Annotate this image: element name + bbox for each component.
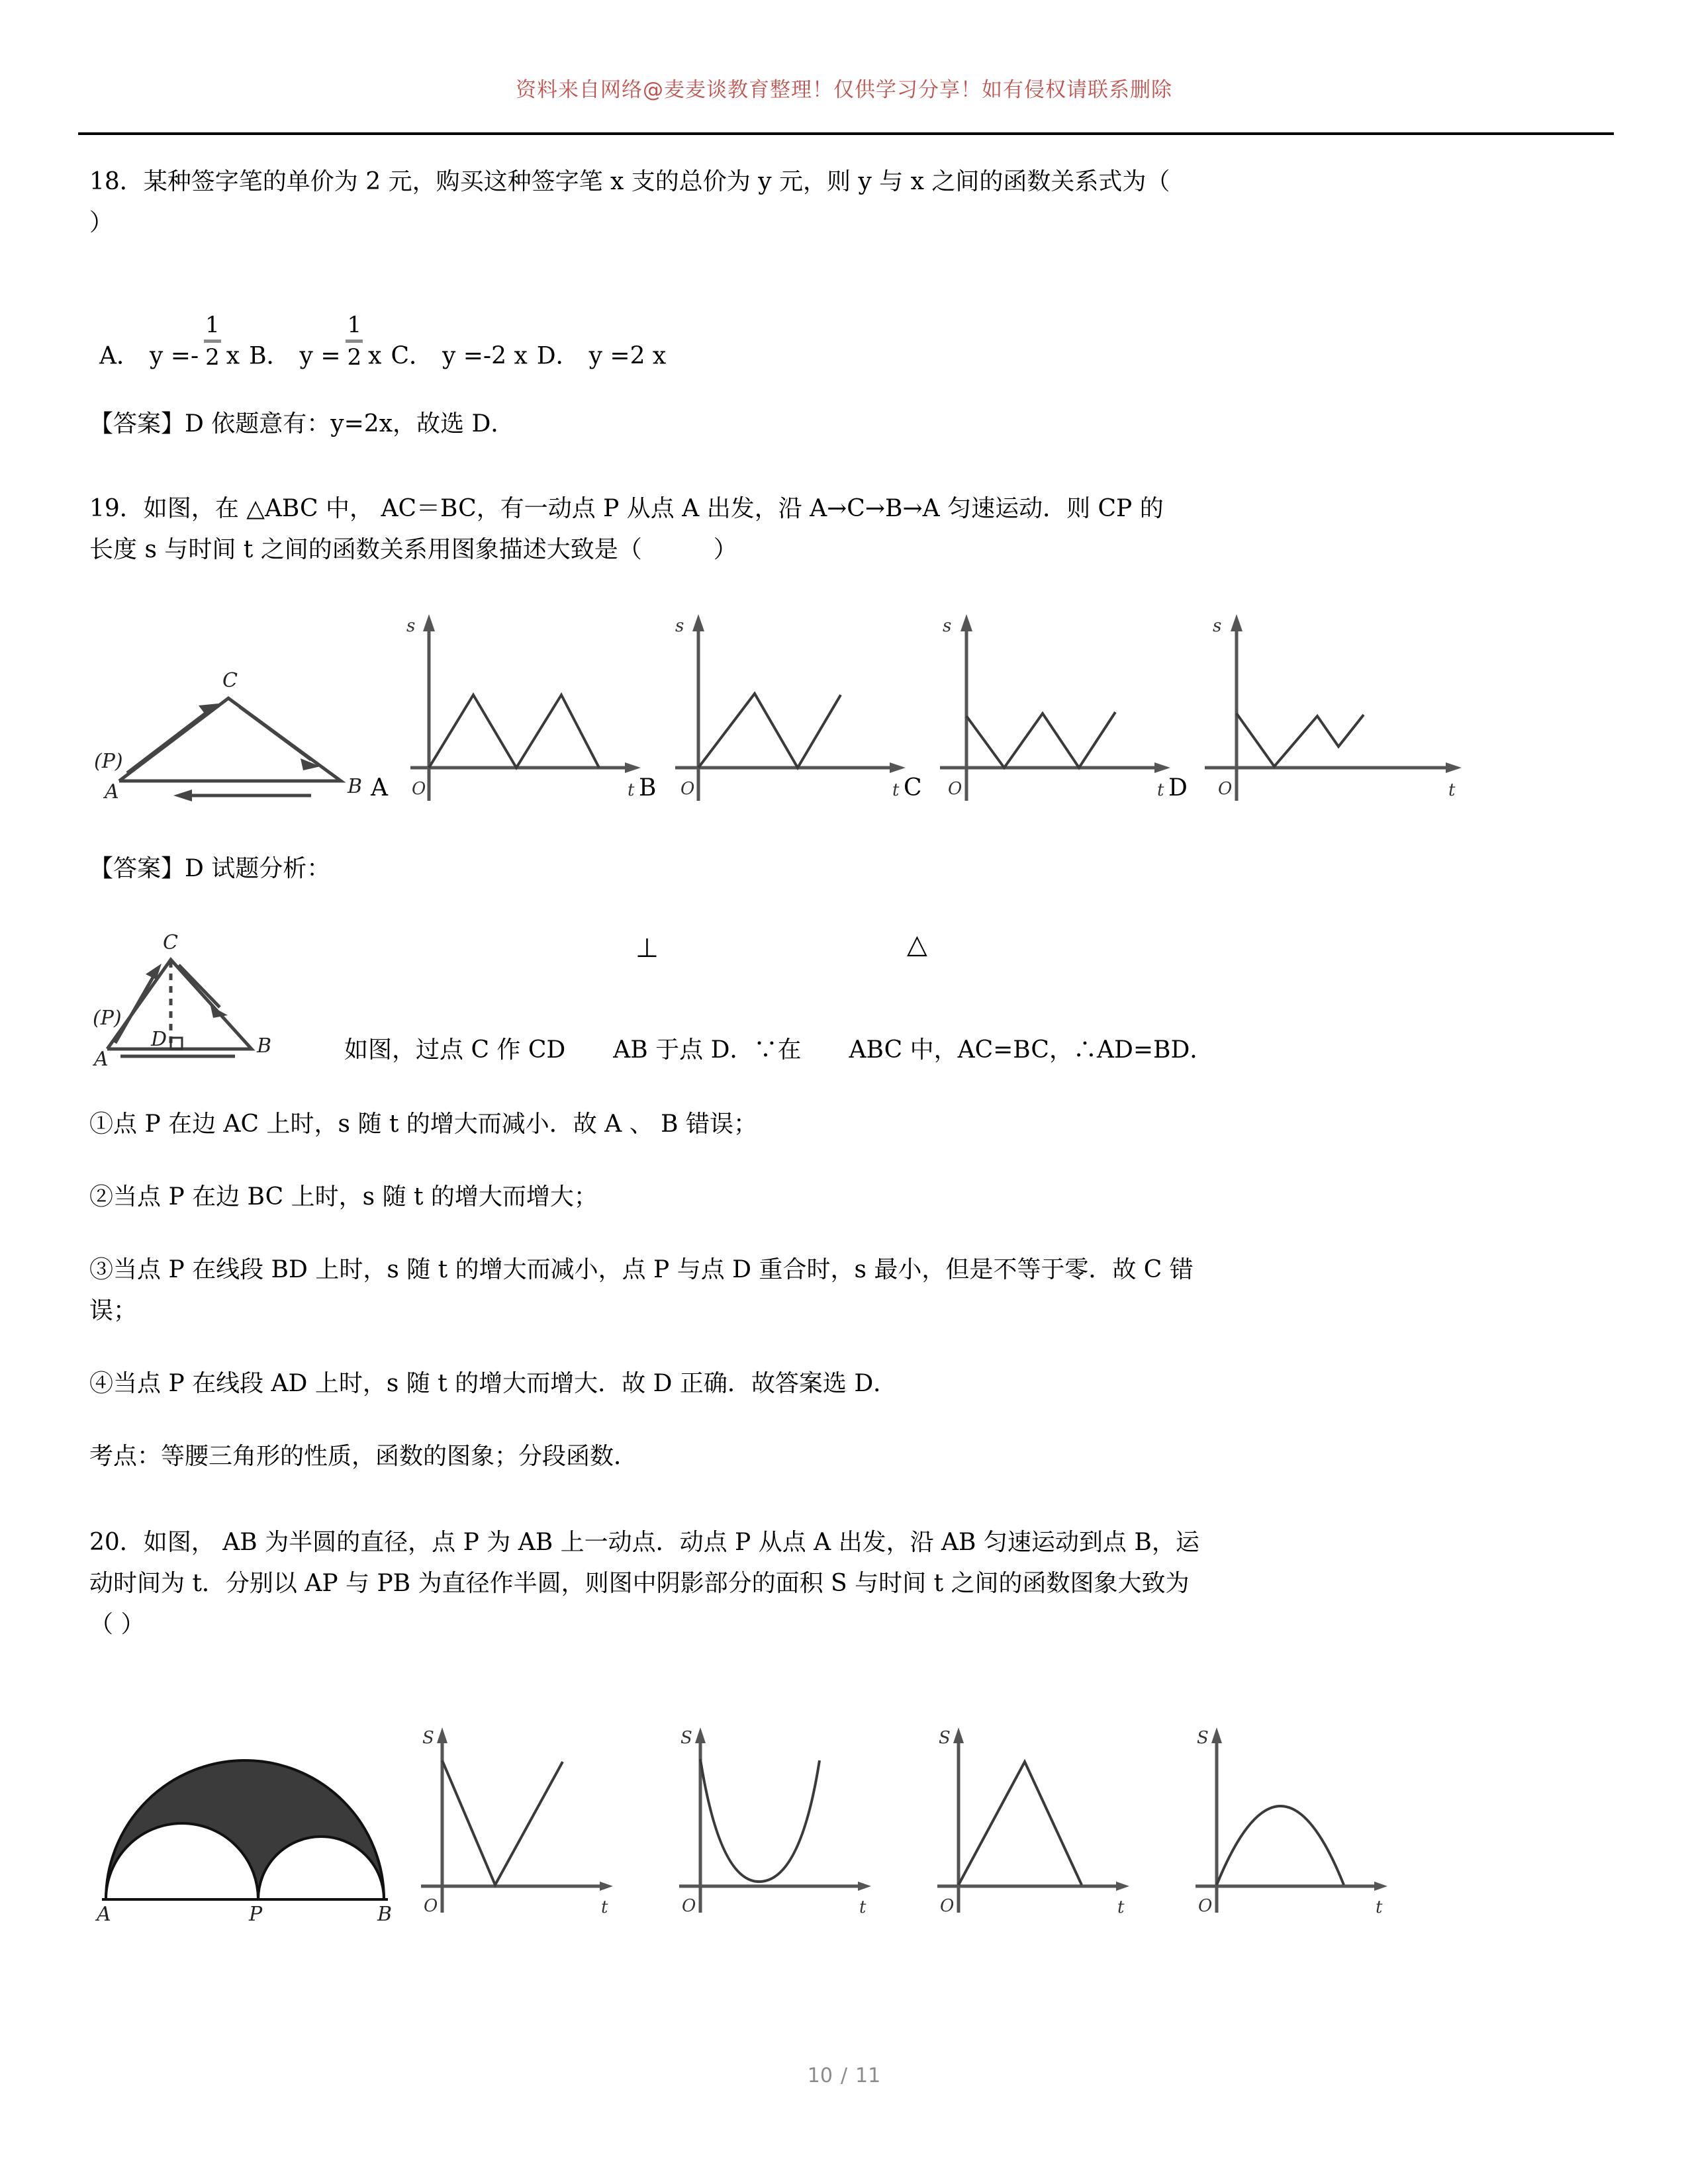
q19-step-4: ④当点 P 在线段 AD 上时，s 随 t 的增大而增大．故 D 正确．故答案选 D． (89, 1370, 898, 1397)
svg-text:t: t (1376, 1897, 1383, 1917)
svg-text:C: C (163, 931, 178, 954)
svg-text:O: O (948, 779, 962, 799)
svg-text:t: t (1157, 780, 1164, 800)
triangle-symbol: △ (907, 929, 927, 960)
svg-text:t: t (628, 780, 635, 800)
q19-triangle-figure (93, 655, 371, 807)
q20-graph-a (410, 1721, 635, 1919)
q19-step-3-line1: ③当点 P 在线段 BD 上时，s 随 t 的增大而减小，点 P 与点 D 重合时，s 最小，但是不等于零．故 C 错 (89, 1256, 1194, 1283)
footer-total-pages: 11 (855, 2064, 881, 2087)
svg-text:(P): (P) (93, 1007, 122, 1030)
svg-text:O: O (424, 1896, 438, 1916)
q18-option-d-label[interactable]: D． (536, 342, 580, 370)
q20-graph-d (1185, 1721, 1410, 1919)
q18-option-c-label[interactable]: C． (391, 342, 433, 370)
svg-text:S: S (680, 1728, 692, 1748)
q18-option-a-fraction: 1 2 (205, 312, 220, 371)
q18-option-b-fraction: 1 2 (347, 312, 362, 371)
q18-stem-close: ） (89, 209, 114, 236)
svg-text:t: t (1117, 1897, 1125, 1917)
q18-option-a-suffix: x (226, 342, 240, 370)
q19-step-2: ②当点 P 在边 BC 上时，s 随 t 的增大而增大； (89, 1183, 598, 1210)
svg-text:s: s (675, 616, 684, 636)
svg-text:D: D (151, 1028, 167, 1051)
perpendicular-symbol: ⊥ (635, 933, 659, 964)
svg-text:t: t (892, 780, 900, 800)
footer-page-number: 10 (807, 2064, 833, 2087)
page-footer (0, 2064, 1688, 2087)
q18-stem-text: 18．某种签字笔的单价为 2 元，购买这种签字笔 x 支的总价为 y 元，则 y 与 x 之间的函数关系式为（ (89, 168, 1170, 195)
q19-graph-d-label: D (1168, 774, 1188, 801)
q19-graph-c-label: C (904, 774, 922, 801)
q20-graph-c (927, 1721, 1152, 1919)
q19-graph-c (927, 602, 1178, 807)
svg-text:O: O (1198, 1896, 1213, 1916)
svg-text:s: s (1213, 616, 1222, 636)
q19-step-3-line2: 误； (89, 1297, 138, 1324)
q19-stem-line1: 19．如图，在 △ABC 中， AC＝BC，有一动点 P 从点 A 出发，沿 A→C→B→A 匀速运动．则 CP 的 (89, 495, 1164, 522)
svg-text:O: O (1218, 779, 1233, 799)
svg-text:s: s (406, 616, 416, 636)
svg-text:s: s (943, 616, 952, 636)
svg-text:S: S (1197, 1728, 1209, 1748)
q19-stem (89, 488, 1612, 570)
q19-step-1: ①点 P 在边 AC 上时，s 随 t 的增大而减小．故 A 、 B 错误； (89, 1111, 758, 1138)
q18-option-a-prefix: y =- (150, 342, 199, 370)
q19-graph-b (662, 602, 914, 807)
svg-text:B: B (257, 1034, 272, 1058)
q19-knowledge-points: 考点：等腰三角形的性质，函数的图象；分段函数． (89, 1443, 638, 1470)
q18-option-a-label[interactable]: A． (99, 342, 140, 370)
svg-text:A: A (97, 1903, 111, 1926)
svg-text:O: O (412, 779, 426, 799)
svg-text:O: O (680, 779, 695, 799)
q20-stem (89, 1522, 1612, 1645)
q19-graph-a-label: A (371, 774, 388, 801)
q18-option-b-prefix: y = (299, 342, 341, 370)
svg-text:P: P (249, 1903, 263, 1926)
svg-text:(P): (P) (94, 750, 123, 773)
q19-analysis-line: 如图，过点 C 作 CD AB 于点 D．∵在 ABC 中，AC=BC，∴AD=BD． (344, 1036, 1214, 1064)
svg-text:t: t (1448, 780, 1456, 800)
q18-options (99, 312, 1622, 380)
q20-arbelos-figure (93, 1707, 397, 1926)
q18-option-c-text: y =-2 x (442, 342, 528, 370)
svg-text:A: A (94, 1048, 109, 1069)
q18-option-d-text: y =2 x (588, 342, 667, 370)
svg-text:A: A (105, 780, 119, 803)
svg-text:O: O (682, 1896, 696, 1916)
svg-text:B: B (377, 1903, 393, 1926)
svg-text:S: S (939, 1728, 951, 1748)
svg-text:B: B (348, 775, 363, 798)
header-divider (78, 132, 1614, 135)
q19-graph-d (1192, 602, 1470, 807)
q19-stem-line2: 长度 s 与时间 t 之间的函数关系用图象描述大致是（ ） (89, 536, 737, 563)
svg-text:S: S (422, 1728, 434, 1748)
svg-text:C: C (222, 669, 238, 692)
q19-answer-head: 【答案】D 试题分析： (89, 855, 331, 882)
q18-answer: 【答案】D 依题意有：y=2x，故选 D． (89, 410, 515, 437)
q18-option-b-suffix: x (368, 342, 382, 370)
q20-figure-row (0, 1701, 1688, 1939)
q19-graph-b-label: B (639, 774, 657, 801)
watermark-text: 资料来自网络@麦麦谈教育整理！仅供学习分享！如有侵权请联系删除 (516, 78, 1172, 102)
q20-graph-b (669, 1721, 894, 1919)
q18-option-b-label[interactable]: B． (249, 342, 291, 370)
q18-stem (89, 161, 1612, 244)
q19-graph-a (397, 602, 649, 807)
svg-text:O: O (940, 1896, 955, 1916)
q19-figure-row (0, 582, 1688, 821)
q20-stem-line3: （ ） (89, 1611, 145, 1638)
q19-triangle-with-altitude (93, 927, 371, 1069)
svg-text:t: t (601, 1897, 608, 1917)
footer-separator: / (840, 2064, 848, 2087)
q20-stem-line2: 动时间为 t．分别以 AP 与 PB 为直径作半圆，则图中阴影部分的面积 S 与时间 t 之间的函数图象大致为 (89, 1570, 1190, 1597)
q19-step-3 (89, 1250, 1612, 1332)
q20-stem-line1: 20．如图， AB 为半圆的直径，点 P 为 AB 上一动点．动点 P 从点 A 出发，沿 AB 匀速运动到点 B，运 (89, 1529, 1199, 1556)
svg-text:t: t (859, 1897, 867, 1917)
